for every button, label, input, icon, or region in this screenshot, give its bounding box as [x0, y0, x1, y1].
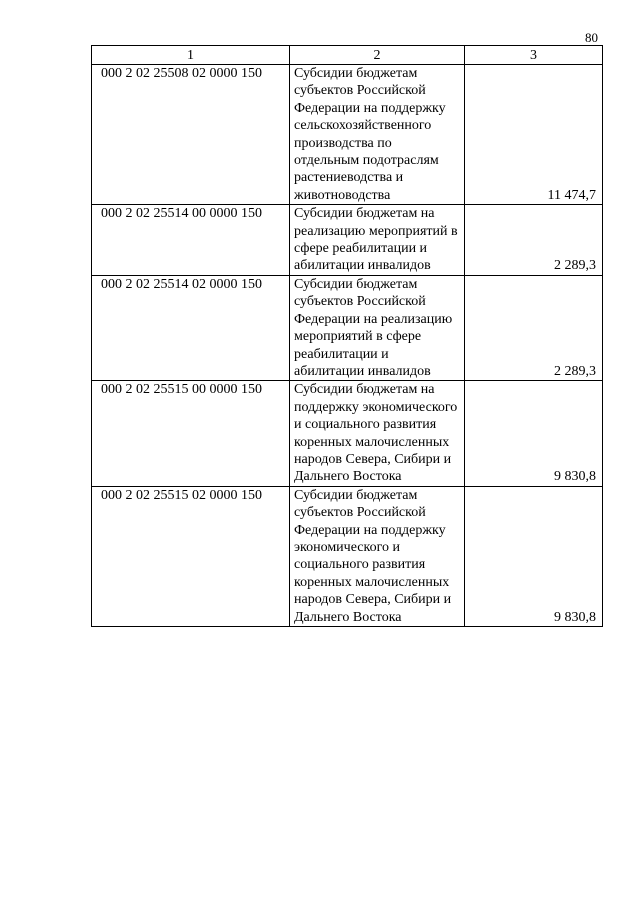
table-row — [92, 275, 603, 380]
budget-amount-cell: 2 289,3 — [465, 205, 603, 276]
budget-name-cell: Субсидии бюджетам на реализацию мероприятий в сфере реабилитации и абилитации инвалидов — [290, 205, 465, 276]
table-row — [92, 381, 603, 486]
column-header-3: 3 — [465, 46, 603, 65]
budget-amount-cell: 11 474,7 — [465, 65, 603, 205]
budget-code-cell: 000 2 02 25515 00 0000 150 — [92, 381, 290, 486]
table-header-row — [92, 46, 603, 65]
table-row — [92, 65, 603, 205]
budget-amount-cell: 9 830,8 — [465, 486, 603, 626]
page-number: 80 — [585, 30, 598, 45]
budget-code-cell: 000 2 02 25515 02 0000 150 — [92, 486, 290, 626]
budget-name-cell: Субсидии бюджетам субъектов Российской Федерации на поддержку сельскохозяйственного производства по отдельным подотраслям растениеводства и животноводства — [290, 65, 465, 205]
table-row — [92, 205, 603, 276]
budget-code-cell: 000 2 02 25508 02 0000 150 — [92, 65, 290, 205]
column-header-1: 1 — [92, 46, 290, 65]
budget-name-cell: Субсидии бюджетам субъектов Российской Федерации на реализацию мероприятий в сфере реабилитации и абилитации инвалидов — [290, 275, 465, 380]
budget-name-cell: Субсидии бюджетам на поддержку экономического и социального развития коренных малочисленных народов Севера, Сибири и Дальнего Востока — [290, 381, 465, 486]
budget-code-cell: 000 2 02 25514 02 0000 150 — [92, 275, 290, 380]
budget-amount-cell: 2 289,3 — [465, 275, 603, 380]
column-header-2: 2 — [290, 46, 465, 65]
table-row — [92, 486, 603, 626]
budget-table — [91, 45, 603, 627]
budget-amount-cell: 9 830,8 — [465, 381, 603, 486]
budget-code-cell: 000 2 02 25514 00 0000 150 — [92, 205, 290, 276]
budget-name-cell: Субсидии бюджетам субъектов Российской Федерации на поддержку экономического и социального развития коренных малочисленных народов Севера, Сибири и Дальнего Востока — [290, 486, 465, 626]
